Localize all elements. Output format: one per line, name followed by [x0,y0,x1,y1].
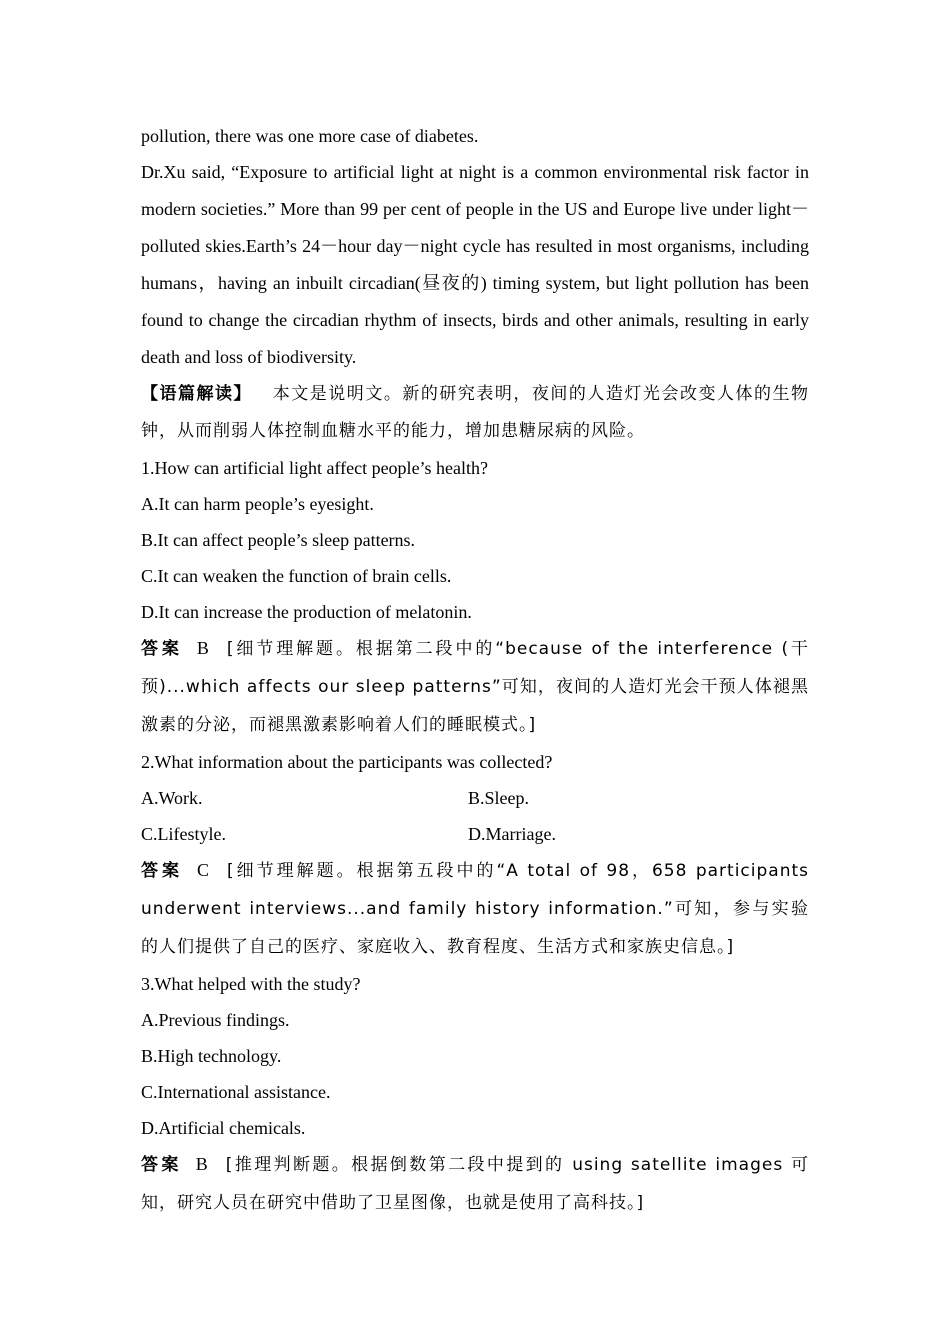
question-option: D.It can increase the production of melatonin. [141,602,472,622]
question-option: C.It can weaken the function of brain cells. [141,566,452,586]
answer-block [141,630,809,744]
option-row [141,816,809,852]
document-page [141,118,809,1222]
answer-block [141,1146,809,1222]
answer-letter: C [196,860,209,880]
question-stem: 2.What information about the participants was collected? [141,752,553,772]
interpretation-block [141,376,809,450]
question-option: C.Lifestyle. [141,824,226,844]
question-option: C.International assistance. [141,1082,331,1102]
answer-label: 答案 [141,639,183,659]
answer-letter: B [196,638,209,658]
passage-paragraph: Dr.Xu said, “Exposure to artificial light at night is a common environmental risk factor in modern societies.” More than 99 per cent of people in the US and Europe live under light－polluted skies.Earth’s 24－hour day－night cycle has resulted in most organisms, including humans，having an inbuilt circadian(昼夜的) timing system, but light pollution has been found to change the circadian rhythm of insects, birds and other animals, resulting in early death and loss of biodiversity. [141,162,809,367]
option-row [141,780,809,816]
answer-explanation: [推理判断题。根据倒数第二段中提到的 using satellite images 可知，研究人员在研究中借助了卫星图像，也就是使用了高科技。] [141,1155,810,1213]
question-stem: 1.How can artificial light affect people’s health? [141,458,489,478]
question-option: D.Artificial chemicals. [141,1118,306,1138]
question-option: A.Previous findings. [141,1010,290,1030]
answer-block [141,852,809,966]
question-option: B.Sleep. [468,788,529,808]
answer-explanation: [细节理解题。根据第二段中的“because of the interference (干预)...which affects our sleep patterns”可知，夜间的人造灯光会干预人体褪黑激素的分泌，而褪黑激素影响着人们的睡眠模式。] [141,639,809,735]
question-option: A.Work. [141,788,203,808]
answer-label: 答案 [141,861,183,881]
question-stem: 3.What helped with the study? [141,974,361,994]
interpretation-label: 【语篇解读】 [141,384,253,404]
answer-explanation: [细节理解题。根据第五段中的“A total of 98，658 participants underwent interviews...and family history information.”可知，参与实验的人们提供了自己的医疗、家庭收入、教育程度、生活方式和家族史信息。] [141,861,809,957]
answer-letter: B [195,1154,208,1174]
interpretation-text: 本文是说明文。新的研究表明，夜间的人造灯光会改变人体的生物钟，从而削弱人体控制血糖水平的能力，增加患糖尿病的风险。 [141,384,809,441]
answer-label: 答案 [141,1155,182,1175]
passage-line: pollution, there was one more case of diabetes. [141,126,479,146]
question-option: B.It can affect people’s sleep patterns. [141,530,416,550]
question-option: B.High technology. [141,1046,282,1066]
question-option: D.Marriage. [468,824,556,844]
question-option: A.It can harm people’s eyesight. [141,494,374,514]
